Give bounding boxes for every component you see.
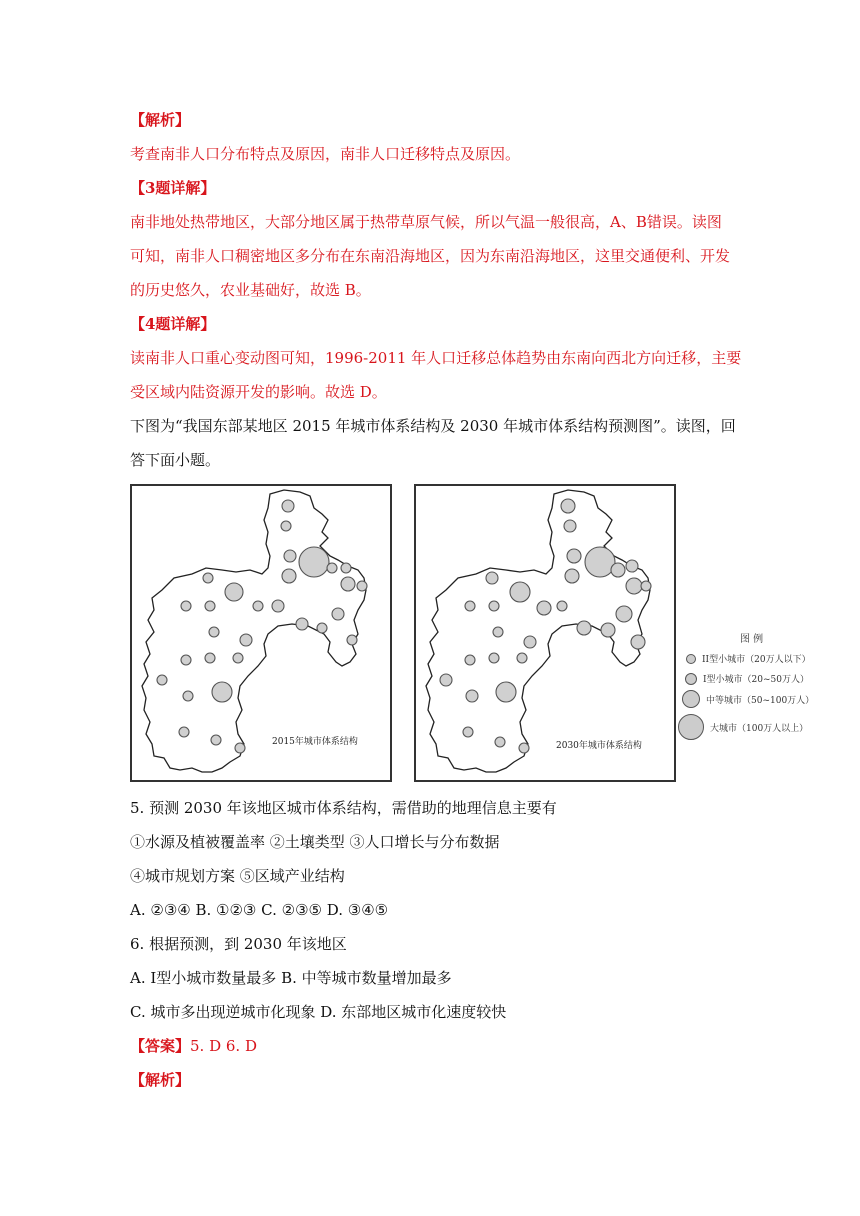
small-city-i-icon	[685, 673, 697, 685]
analysis-tag-2: 【解析】	[130, 1071, 191, 1089]
region-outline-2015	[142, 490, 366, 772]
city-circle	[211, 735, 221, 745]
answer-text: 5. D 6. D	[190, 1037, 257, 1055]
city-circle	[440, 674, 452, 686]
q4-line-2: 受区域内陆资源开发的影响。故选 D。	[130, 383, 387, 401]
city-circle	[272, 600, 284, 612]
q3-line-3: 的历史悠久，农业基础好，故选 B。	[130, 281, 371, 299]
city-circle	[489, 601, 499, 611]
city-circle	[281, 521, 291, 531]
city-circle	[341, 563, 351, 573]
small-city-ii-icon	[686, 654, 696, 664]
legend-item	[685, 672, 809, 685]
city-circle	[626, 578, 642, 594]
q5-line-2: ④城市规划方案 ⑤区域产业结构	[130, 867, 345, 885]
city-circle	[347, 635, 357, 645]
city-circle	[561, 499, 575, 513]
intro-line-1: 下图为“我国东部某地区 2015 年城市体系结构及 2030 年城市体系结构预测图”。读图，回	[130, 417, 736, 435]
legend-title: 图 例	[740, 634, 764, 645]
city-circle	[253, 601, 263, 611]
q6-line-2: C. 城市多出现逆城市化现象 D. 东部地区城市化速度较快	[130, 1003, 507, 1021]
city-circle	[233, 653, 243, 663]
q4-tag: 【4题详解】	[130, 315, 216, 333]
city-circle	[524, 636, 536, 648]
city-circle	[357, 581, 367, 591]
city-circle	[616, 606, 632, 622]
city-circle	[641, 581, 651, 591]
answer-line	[130, 1036, 257, 1056]
city-circle	[327, 563, 337, 573]
city-circle	[466, 690, 478, 702]
q4-line-1: 读南非人口重心变动图可知，1996-2011 年人口迁移总体趋势由东南向西北方向迁移，主要	[130, 349, 742, 367]
city-circle	[564, 520, 576, 532]
city-circle	[510, 582, 530, 602]
q6-line-1: A. Ⅰ型小城市数量最多 B. 中等城市数量增加最多	[130, 969, 452, 987]
city-circle	[284, 550, 296, 562]
city-circle	[517, 653, 527, 663]
city-circle	[577, 621, 591, 635]
city-circle	[183, 691, 193, 701]
city-circle	[240, 634, 252, 646]
city-circle	[519, 743, 529, 753]
intro-line-2: 答下面小题。	[130, 451, 221, 469]
city-circle	[341, 577, 355, 591]
city-circle	[537, 601, 551, 615]
city-circle	[203, 573, 213, 583]
city-circle	[465, 655, 475, 665]
city-circle	[626, 560, 638, 572]
q3-line-2: 可知，南非人口稠密地区多分布在东南沿海地区，因为东南沿海地区，这里交通便利、开发	[130, 247, 731, 265]
city-circle	[631, 635, 645, 649]
city-circle	[179, 727, 189, 737]
city-circle	[496, 682, 516, 702]
city-circle	[493, 627, 503, 637]
city-circle	[601, 623, 615, 637]
legend-item	[682, 690, 814, 708]
q5-stem: 5. 预测 2030 年该地区城市体系结构，需借助的地理信息主要有	[130, 799, 557, 817]
city-circle	[205, 653, 215, 663]
legend-label: 大城市（100万人以上）	[710, 723, 809, 734]
city-circle	[212, 682, 232, 702]
legend-label: 中等城市（50~100万人）	[706, 695, 815, 706]
city-circle	[611, 563, 625, 577]
map-2015	[130, 484, 392, 782]
region-outline-2030	[426, 490, 650, 772]
medium-city-icon	[682, 690, 700, 708]
map-2030-caption: 2030年城市体系结构	[556, 741, 642, 751]
city-circle	[557, 601, 567, 611]
city-circle	[463, 727, 473, 737]
q5-options: A. ②③④ B. ①②③ C. ②③⑤ D. ③④⑤	[130, 901, 389, 919]
city-circle	[282, 500, 294, 512]
city-maps-figure	[130, 484, 845, 784]
analysis-tag-1: 【解析】	[130, 111, 191, 129]
city-circle	[495, 737, 505, 747]
city-circle	[235, 743, 245, 753]
legend-item	[686, 652, 811, 665]
city-circle	[296, 618, 308, 630]
city-circle	[317, 623, 327, 633]
city-circle	[181, 655, 191, 665]
legend-label: II型小城市（20万人以下）	[702, 655, 811, 665]
map-2030	[414, 484, 676, 782]
answer-tag: 【答案】	[130, 1037, 191, 1055]
city-circle	[567, 549, 581, 563]
city-circle	[489, 653, 499, 663]
city-circle	[225, 583, 243, 601]
q3-tag: 【3题详解】	[130, 179, 216, 197]
city-circle	[486, 572, 498, 584]
city-circle	[565, 569, 579, 583]
city-circle	[209, 627, 219, 637]
map-2015-caption: 2015年城市体系结构	[272, 737, 358, 747]
q3-line-1: 南非地处热带地区，大部分地区属于热带草原气候，所以气温一般很高，A、B错误。读图	[130, 213, 722, 231]
q5-line-1: ①水源及植被覆盖率 ②土壤类型 ③人口增长与分布数据	[130, 833, 500, 851]
city-circle	[299, 547, 329, 577]
q6-stem: 6. 根据预测，到 2030 年该地区	[130, 935, 347, 953]
city-circle	[332, 608, 344, 620]
analysis-text-1: 考查南非人口分布特点及原因，南非人口迁移特点及原因。	[130, 145, 521, 163]
city-circle	[585, 547, 615, 577]
legend-label: I型小城市（20~50万人）	[703, 675, 810, 685]
city-circle	[465, 601, 475, 611]
city-circle	[181, 601, 191, 611]
city-circle	[205, 601, 215, 611]
large-city-icon	[678, 714, 704, 740]
city-circle	[282, 569, 296, 583]
city-circle	[157, 675, 167, 685]
legend-item	[678, 714, 808, 740]
